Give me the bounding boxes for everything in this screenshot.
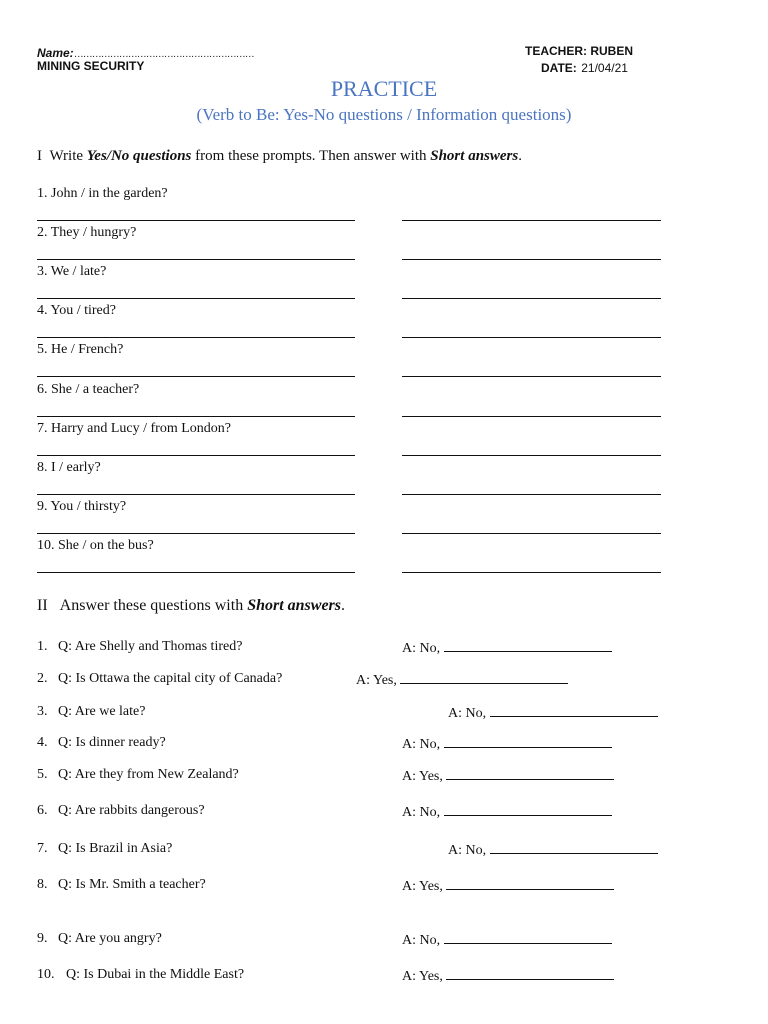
answer-blank[interactable]: [444, 735, 612, 748]
question-answer-line[interactable]: [37, 494, 355, 495]
prompt-3: 3. We / late?: [37, 264, 107, 279]
prompt-7: 7. Harry and Lucy / from London?: [37, 421, 231, 436]
answer-blank[interactable]: [446, 877, 614, 890]
answer-blank[interactable]: [444, 639, 612, 652]
answer-blank[interactable]: [446, 767, 614, 780]
question-answer-line[interactable]: [37, 337, 355, 338]
prompt-1: 1. John / in the garden?: [37, 186, 168, 201]
short-answer-line[interactable]: [402, 572, 661, 573]
question-text: Q: Are you angry?: [58, 931, 162, 946]
teacher-label: TEACHER: RUBEN: [525, 44, 633, 58]
section2-numeral: II: [37, 597, 48, 614]
answer-prefix: A: Yes,: [402, 769, 443, 784]
question-text: Q: Are Shelly and Thomas tired?: [58, 639, 243, 654]
prompt-4: 4. You / tired?: [37, 303, 116, 318]
answer-prefix: A: No,: [402, 933, 441, 948]
short-answer-line[interactable]: [402, 416, 661, 417]
section2-bold-short: Short answers: [247, 597, 342, 614]
page-subtitle: (Verb to Be: Yes-No questions / Information questions): [196, 105, 572, 124]
answer-field: [402, 967, 614, 985]
answer-field: [448, 704, 658, 722]
short-answer-line[interactable]: [402, 376, 661, 377]
date-field: [541, 59, 628, 77]
question-number: 5.: [37, 767, 48, 782]
answer-field: [448, 841, 658, 859]
question-text: Q: Are they from New Zealand?: [58, 767, 239, 782]
prompt-5: 5. He / French?: [37, 342, 124, 357]
section1-text-mid: from these prompts. Then answer with: [191, 148, 431, 164]
answer-blank[interactable]: [446, 967, 614, 980]
question-answer-line[interactable]: [37, 298, 355, 299]
date-value: 21/04/21: [581, 61, 628, 75]
prompt-10: 10. She / on the bus?: [37, 538, 154, 553]
question-answer-line[interactable]: [37, 259, 355, 260]
section1-text-pre: Write: [49, 148, 87, 164]
section2-text-pre: Answer these questions with: [59, 597, 248, 614]
question-answer-line[interactable]: [37, 376, 355, 377]
question-text: Q: Is dinner ready?: [58, 735, 166, 750]
short-answer-line[interactable]: [402, 298, 661, 299]
answer-blank[interactable]: [444, 803, 612, 816]
question-number: 10.: [37, 967, 55, 982]
question-text: Q: Are rabbits dangerous?: [58, 803, 205, 818]
answer-prefix: A: No,: [448, 843, 487, 858]
section1-heading: [37, 148, 522, 165]
question-answer-line[interactable]: [37, 455, 355, 456]
question-number: 6.: [37, 803, 48, 818]
prompt-8: 8. I / early?: [37, 460, 101, 475]
answer-field: [402, 877, 614, 895]
short-answer-line[interactable]: [402, 220, 661, 221]
answer-field: [402, 735, 612, 753]
question-text: Q: Is Ottawa the capital city of Canada?: [58, 671, 283, 686]
answer-field: [402, 639, 612, 657]
question-number: 3.: [37, 704, 48, 719]
short-answer-line[interactable]: [402, 455, 661, 456]
answer-prefix: A: No,: [448, 706, 487, 721]
question-answer-line[interactable]: [37, 416, 355, 417]
date-label: DATE:: [541, 61, 577, 75]
short-answer-line[interactable]: [402, 494, 661, 495]
prompt-2: 2. They / hungry?: [37, 225, 137, 240]
question-number: 8.: [37, 877, 48, 892]
prompt-9: 9. You / thirsty?: [37, 499, 127, 514]
question-answer-line[interactable]: [37, 220, 355, 221]
page-title: PRACTICE: [330, 76, 438, 101]
section2-heading: [37, 597, 345, 615]
question-text: Q: Is Mr. Smith a teacher?: [58, 877, 206, 892]
answer-field: [402, 767, 614, 785]
name-dots: ……………………………………………………: [73, 49, 254, 60]
course-label: MINING SECURITY: [37, 59, 145, 73]
answer-prefix: A: No,: [402, 641, 441, 656]
answer-field: [402, 931, 612, 949]
question-number: 9.: [37, 931, 48, 946]
question-answer-line[interactable]: [37, 572, 355, 573]
answer-field: [356, 671, 568, 689]
answer-prefix: A: No,: [402, 805, 441, 820]
answer-blank[interactable]: [400, 671, 568, 684]
question-number: 4.: [37, 735, 48, 750]
question-number: 2.: [37, 671, 48, 686]
section2-text-end: .: [341, 597, 346, 614]
question-answer-line[interactable]: [37, 533, 355, 534]
question-number: 7.: [37, 841, 48, 856]
section1-text-end: .: [518, 148, 522, 164]
section1-numeral: I: [37, 148, 42, 164]
short-answer-line[interactable]: [402, 337, 661, 338]
answer-field: [402, 803, 612, 821]
answer-prefix: A: Yes,: [402, 879, 443, 894]
question-number: 1.: [37, 639, 48, 654]
answer-blank[interactable]: [490, 841, 658, 854]
name-label: Name:: [37, 46, 74, 60]
question-text: Q: Is Brazil in Asia?: [58, 841, 173, 856]
section1-bold-short: Short answers: [430, 148, 519, 164]
prompt-6: 6. She / a teacher?: [37, 382, 140, 397]
question-text: Q: Is Dubai in the Middle East?: [66, 967, 245, 982]
answer-prefix: A: Yes,: [356, 673, 397, 688]
question-text: Q: Are we late?: [58, 704, 146, 719]
short-answer-line[interactable]: [402, 259, 661, 260]
short-answer-line[interactable]: [402, 533, 661, 534]
answer-blank[interactable]: [444, 931, 612, 944]
answer-prefix: A: Yes,: [402, 969, 443, 984]
answer-prefix: A: No,: [402, 737, 441, 752]
answer-blank[interactable]: [490, 704, 658, 717]
section1-bold-yesno: Yes/No questions: [86, 148, 192, 164]
